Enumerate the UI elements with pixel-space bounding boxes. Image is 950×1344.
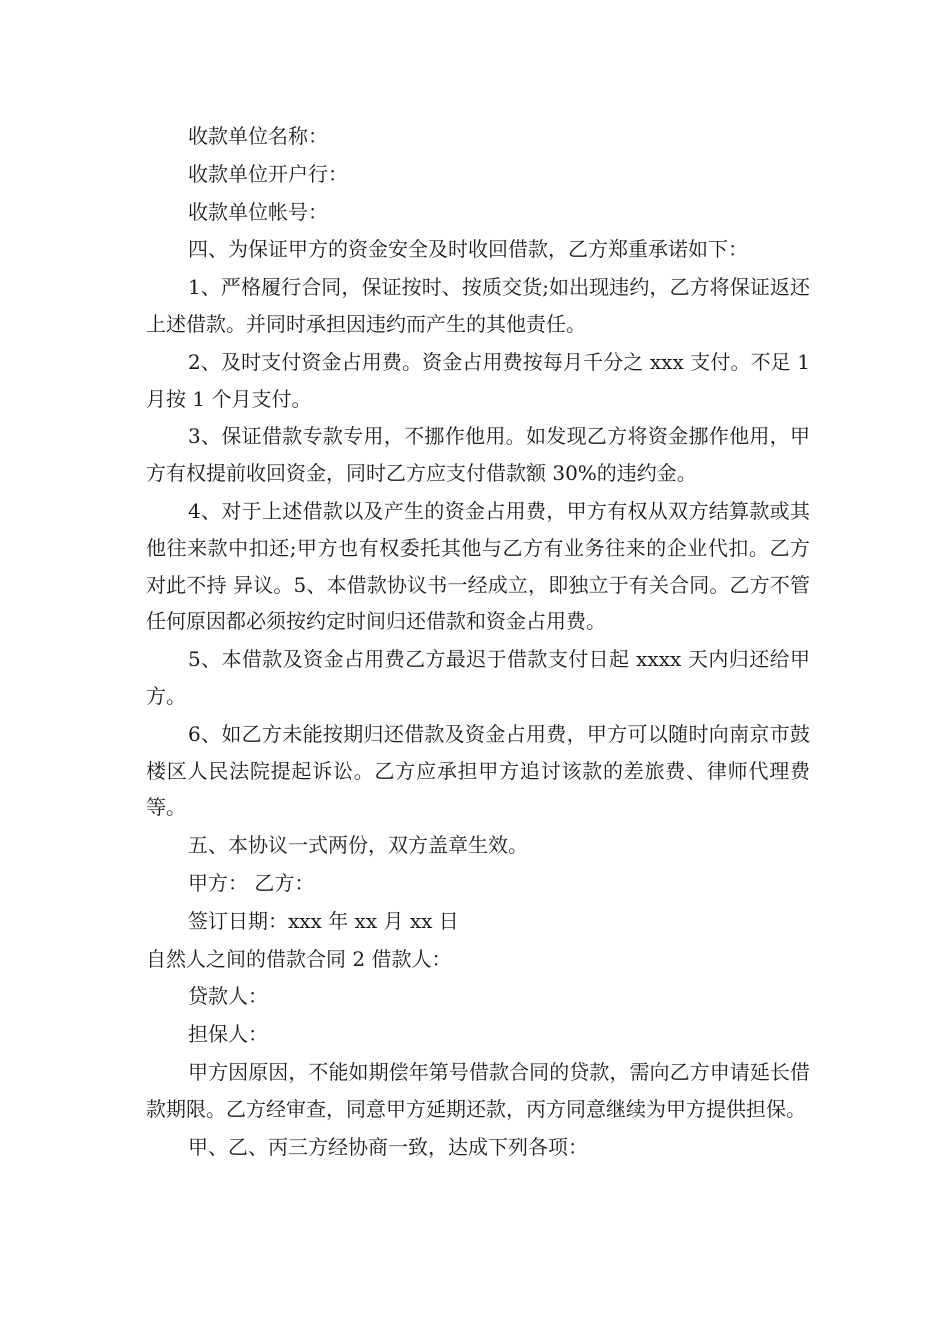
clause-5: 5、本借款及资金占用费乙方最迟于借款支付日起 xxxx 天内归还给甲方。 bbox=[146, 647, 810, 708]
signing-date-line: 签订日期：xxx 年 xx 月 xx 日 bbox=[188, 908, 459, 933]
guarantor-line: 担保人： bbox=[188, 1022, 268, 1047]
clause-3: 3、保证借款专款专用，不挪作他用。如发现乙方将资金挪作他用，甲方有权提前收回资金，同时乙方应支付借款额 30%的违约金。 bbox=[146, 424, 810, 486]
document-body bbox=[146, 118, 810, 1166]
clause-1: 1、严格履行合同，保证按时、按质交货;如出现违约，乙方将保证返还上述借款。并同时承担因违约而产生的其他责任。 bbox=[146, 275, 810, 336]
payee-account-line: 收款单位帐号： bbox=[188, 199, 328, 224]
agreement-intro: 甲、乙、丙三方经协商一致，达成下列各项： bbox=[188, 1134, 588, 1159]
parties-signature-line: 甲方： 乙方： bbox=[188, 870, 315, 895]
section-five: 五、本协议一式两份，双方盖章生效。 bbox=[188, 833, 528, 858]
clause-4: 4、对于上述借款以及产生的资金占用费，甲方有权从双方结算款或其他往来款中扣还;甲方也有权委托其他与乙方有业务往来的企业代扣。乙方对此不持 异议。5、本借款协议书一经成立，即独立于有关合同。乙方不管任何原因都必须按约定时间归还借款和资金占用费。 bbox=[146, 498, 810, 634]
extension-paragraph: 甲方因原因，不能如期偿年第号借款合同的贷款，需向乙方申请延长借款期限。乙方经审查，同意甲方延期还款，丙方同意继续为甲方提供担保。 bbox=[146, 1059, 810, 1121]
clause-6: 6、如乙方未能按期归还借款及资金占用费，甲方可以随时向南京市鼓楼区人民法院提起诉讼。乙方应承担甲方追讨该款的差旅费、律师代理费等。 bbox=[146, 721, 810, 820]
contract-2-title: 自然人之间的借款合同 2 借款人： bbox=[146, 946, 452, 971]
clause-2: 2、及时支付资金占用费。资金占用费按每月千分之 xxx 支付。不足 1 月按 1 个月支付。 bbox=[146, 349, 810, 411]
payee-name-line: 收款单位名称： bbox=[188, 124, 328, 148]
lender-line: 贷款人： bbox=[188, 984, 268, 1009]
payee-bank-line: 收款单位开户行： bbox=[188, 161, 348, 186]
section-four-heading: 四、为保证甲方的资金安全及时收回借款，乙方郑重承诺如下： bbox=[188, 237, 748, 262]
